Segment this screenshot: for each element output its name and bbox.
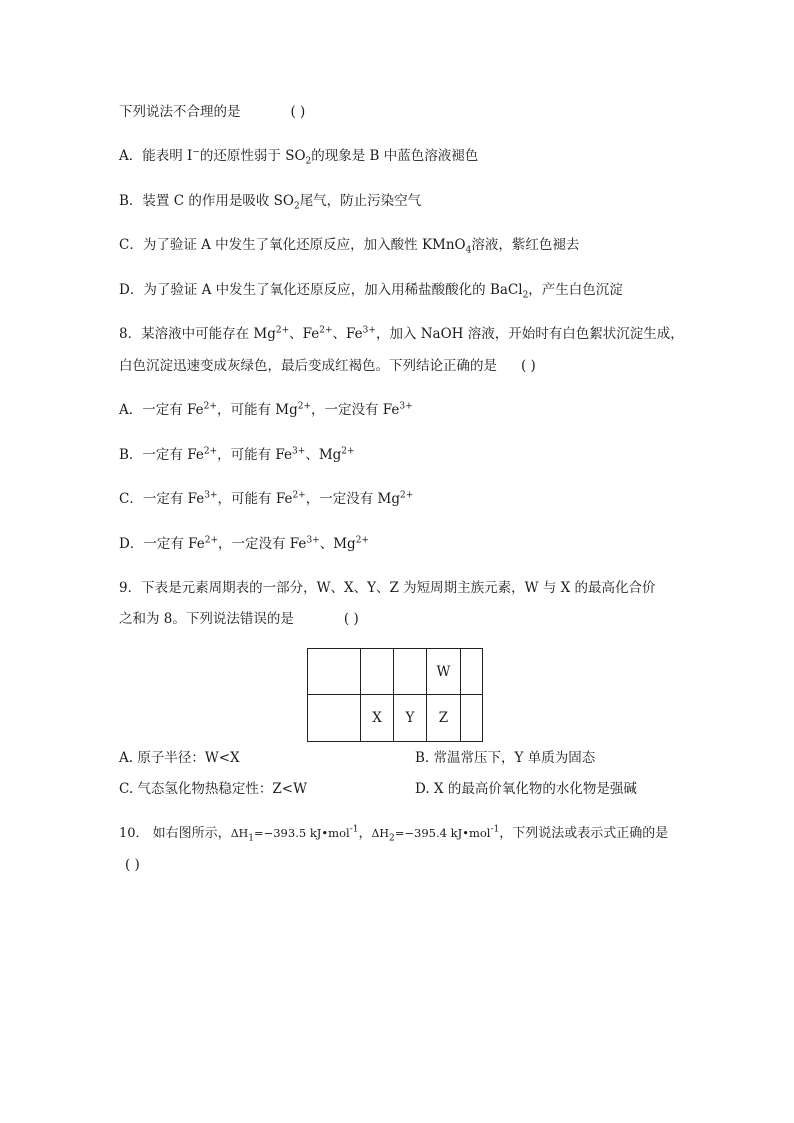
- q9-option-d: D. X 的最高价氧化物的水化物是强碱: [415, 781, 637, 797]
- q8-answer-paren: ( ): [521, 358, 536, 374]
- q9-option-c: C. 气态氢化物热稳定性：Z<W: [119, 781, 307, 797]
- table-cell: [308, 695, 361, 742]
- table-cell: [394, 649, 427, 695]
- q7-option-b: B．装置 C 的作用是吸收 $SO_2$尾气，防止污染空气: [119, 193, 422, 212]
- table-cell: [361, 649, 394, 695]
- q9-stem-line2: 之和为 8。下列说法错误的是 ( ): [119, 611, 359, 627]
- table-cell-w: W: [427, 649, 461, 695]
- q10-answer-paren: ( ): [125, 857, 140, 873]
- q9-option-a: A. 原子半径：W<X: [119, 750, 240, 766]
- table-cell-y: Y: [394, 695, 427, 742]
- q9-answer-paren: ( ): [343, 611, 359, 627]
- q8-option-d: D．一定有 $Fe^{2+}$，一定没有 $Fe^{3+}$、$Mg^{2+}$: [119, 535, 369, 552]
- q8-option-c: C．一定有 $Fe^{3+}$，可能有 $Fe^{2+}$，一定没有 $Mg^{2+}$: [119, 490, 414, 507]
- q7-stem-text: 下列说法不合理的是: [119, 104, 241, 120]
- q8-option-b: B．一定有 $Fe^{2+}$，可能有 $Fe^{3+}$、$Mg^{2+}$: [119, 446, 355, 463]
- q8-stem-line2: 白色沉淀迅速变成灰绿色，最后变成红褐色。下列结论正确的是 ( ): [119, 358, 536, 374]
- q7-option-c: C．为了验证 A 中发生了氧化还原反应，加入酸性 KMnO$_4$溶液，紫红色褪去: [119, 237, 580, 256]
- periodic-table-fragment: [307, 648, 483, 742]
- table-row: [308, 649, 483, 695]
- q7-answer-paren: ( ): [290, 104, 306, 120]
- table-cell: [461, 695, 483, 742]
- table-cell: [461, 649, 483, 695]
- table-row: [308, 695, 483, 742]
- q10-stem: 10． 如右图所示，$\Delta H_1=-393.5$ kJ•mol$^{-1}$，$\Delta H_2=-395.4$ kJ•mol$^{-1}$，下列说法或表示式正确的是: [119, 824, 669, 844]
- q9-option-b: B. 常温常压下，Y 单质为固态: [415, 750, 596, 766]
- q9-stem-line1: 9．下表是元素周期表的一部分，W、X、Y、Z 为短周期主族元素，W 与 X 的最高化合价: [119, 580, 656, 596]
- q7-option-d: D．为了验证 A 中发生了氧化还原反应，加入用稀盐酸酸化的 BaCl$_2$，产生白色沉淀: [119, 282, 623, 301]
- q7-option-a: A．能表明 I−的还原性弱于 $SO_2$的现象是 B 中蓝色溶液褪色: [119, 147, 479, 167]
- q8-option-a: A．一定有 $Fe^{2+}$，可能有 $Mg^{2+}$，一定没有 $Fe^{3+}$: [119, 401, 413, 418]
- table-cell-z: Z: [427, 695, 461, 742]
- table-cell: [308, 649, 361, 695]
- table-cell-x: X: [361, 695, 394, 742]
- q7-stem: [119, 103, 305, 121]
- q8-stem-line1: 8．某溶液中可能存在 $Mg^{2+}$、$Fe^{2+}$、$Fe^{3+}$，加入 NaOH 溶液，开始时有白色絮状沉淀生成，: [119, 325, 684, 342]
